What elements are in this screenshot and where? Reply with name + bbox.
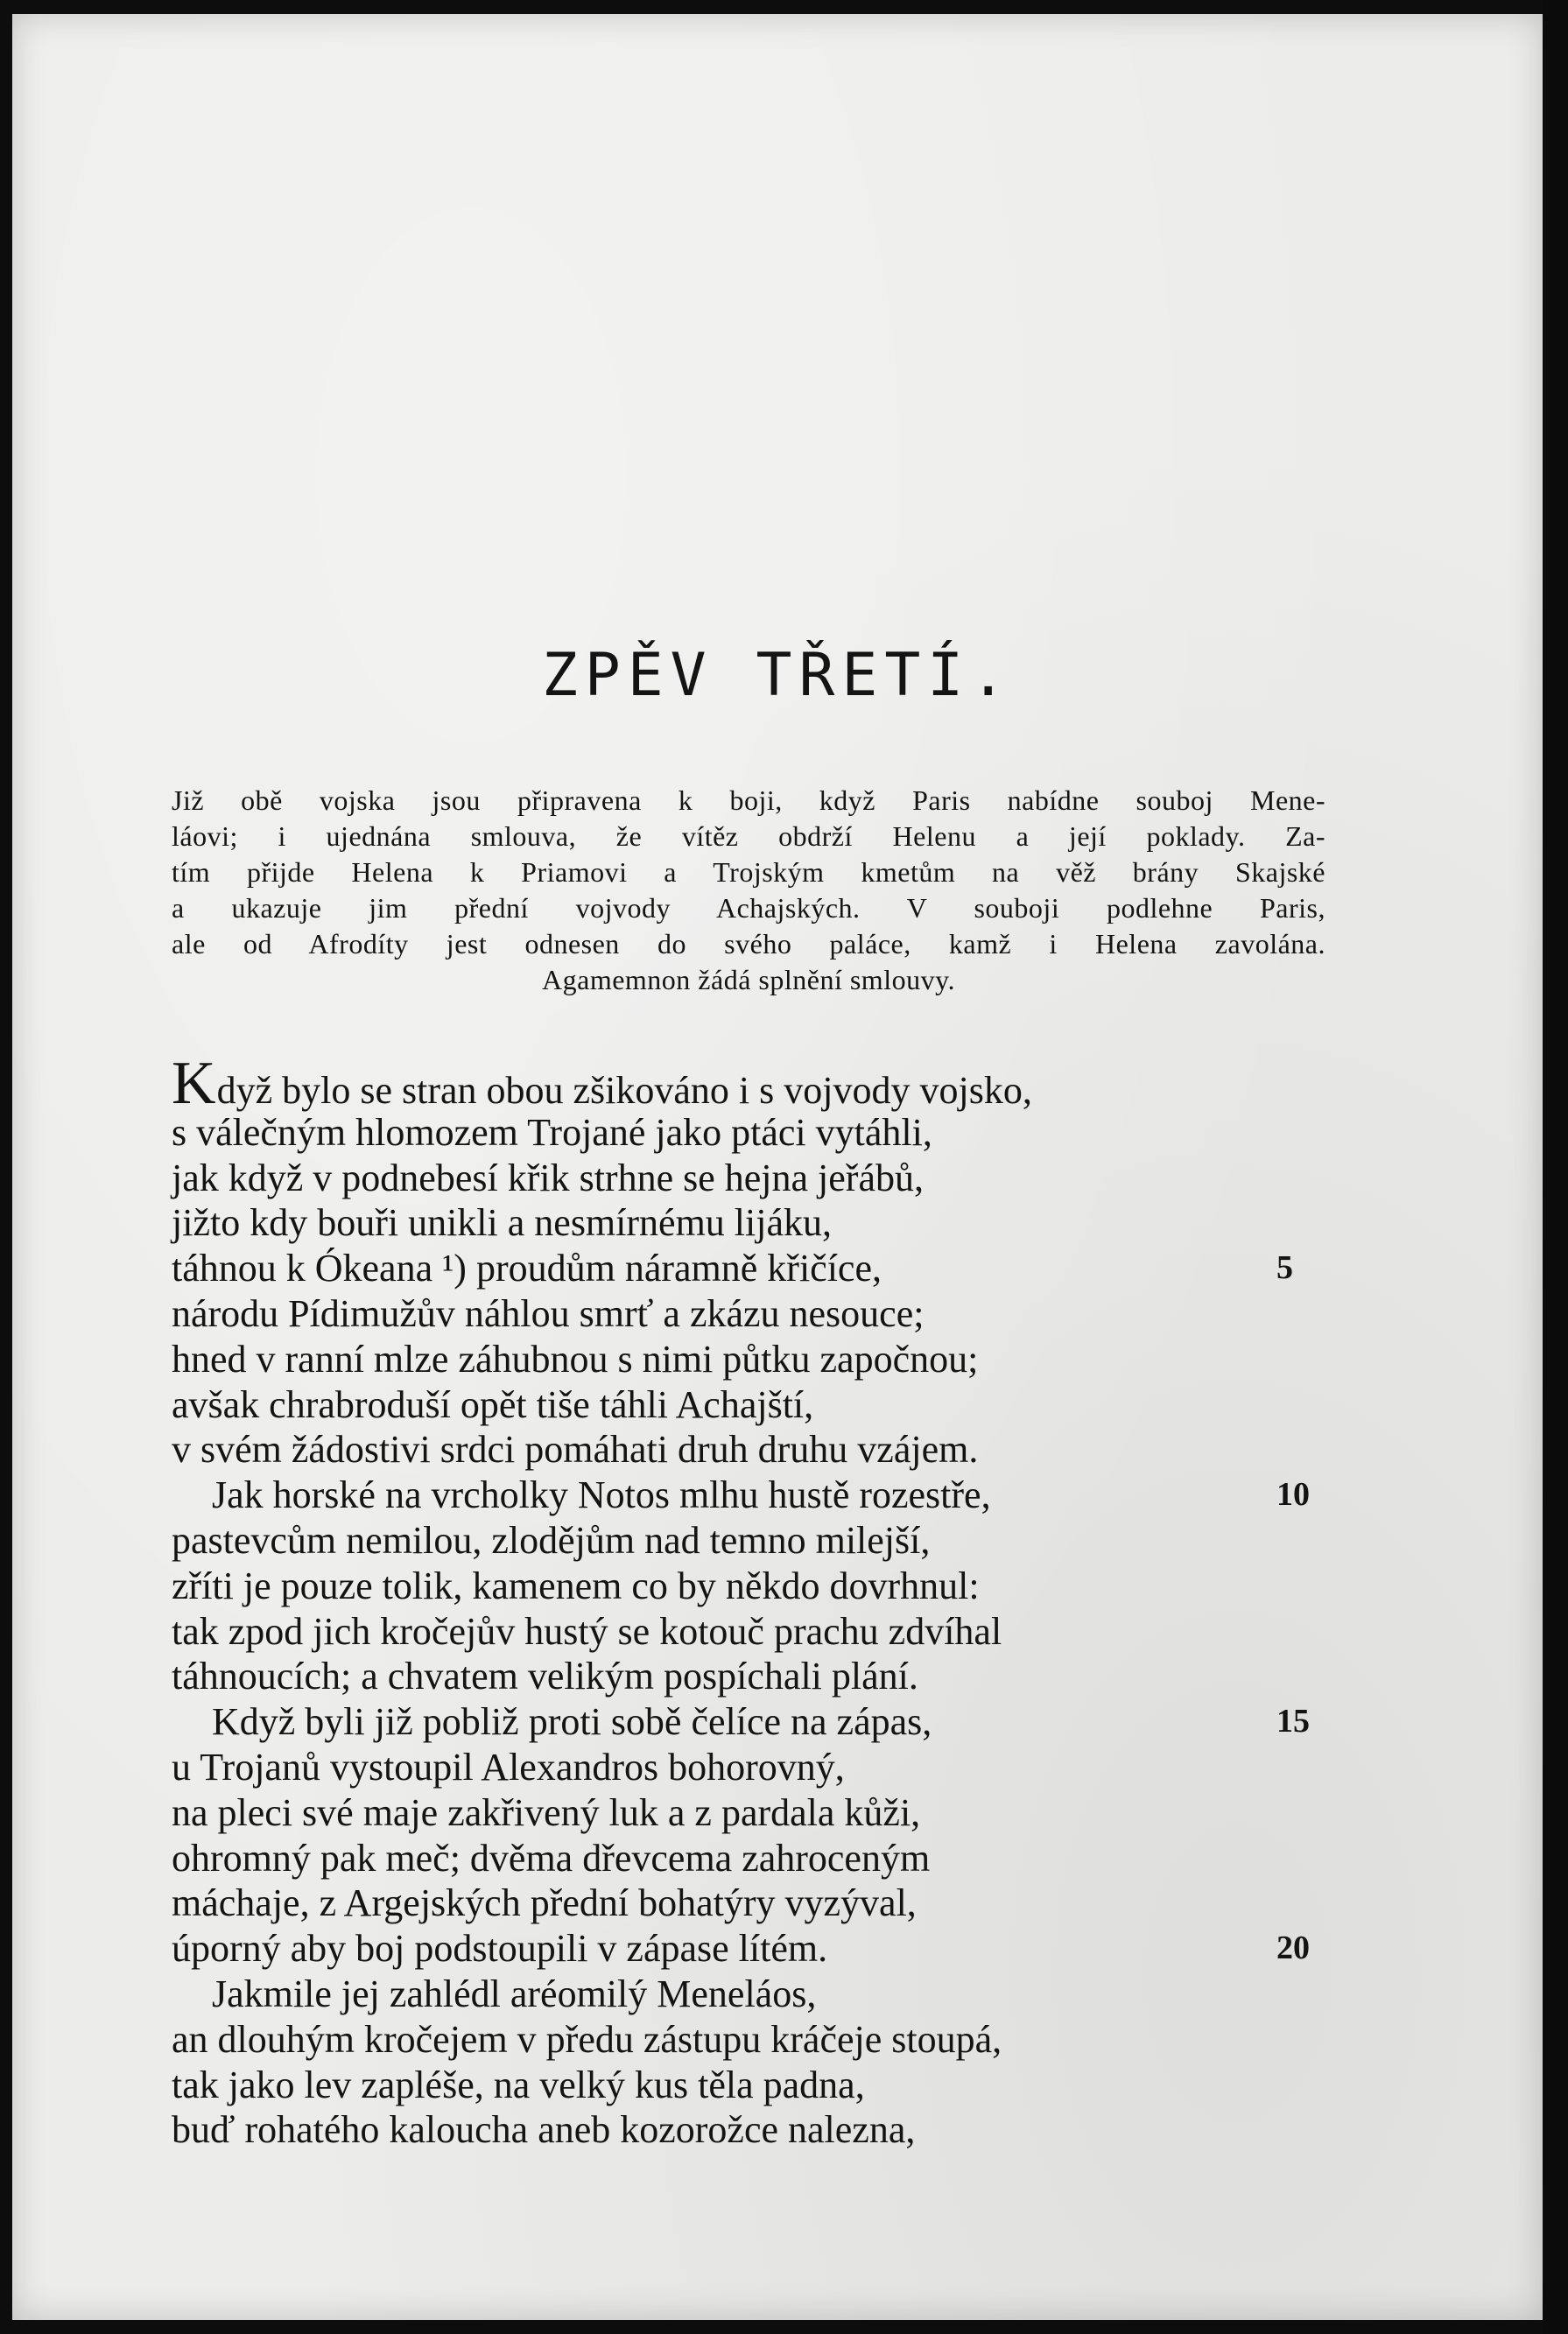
verse-text: ohromný pak meč; dvěma dřevcema zahroceným [172, 1836, 931, 1880]
summary-line: a ukazuje jim přední vojvody Achajských. V souboji podlehne Paris, [172, 892, 1325, 924]
verse-text: buď rohatého kaloucha aneb kozorožce nalezna, [172, 2108, 916, 2152]
verse-line [172, 2017, 1345, 2063]
verse-text: pastevcům nemilou, zlodějům nad temno milejší, [172, 1518, 931, 1562]
verse-text: avšak chrabroduší opět tiše táhli Achajští, [172, 1382, 814, 1426]
verse-number: 5 [1276, 1249, 1293, 1287]
verse-text: tak zpod jich kročejův hustý se kotouč prachu zdvíhal [172, 1609, 1002, 1653]
verse-number: 15 [1276, 1703, 1310, 1740]
verse-text: úporný aby boj podstoupili v zápase lítém. [172, 1927, 828, 1971]
verse-text-rest: dyž bylo se stran obou zšikováno i s vojvody vojsko, [216, 1069, 1032, 1112]
verse-text: Jak horské na vrcholky Notos mlhu hustě rozestře, [212, 1473, 991, 1517]
verse-text: na pleci své maje zakřivený luk a z pardala kůži, [172, 1790, 921, 1834]
verse-text: máchaje, z Argejských přední bohatýry vyzýval, [172, 1881, 917, 1925]
verse-text: jižto kdy bouři unikli a nesmírnému lijáku, [172, 1201, 832, 1245]
verse-line [172, 1836, 1345, 1881]
verse-text: v svém žádostivi srdci pomáhati druh druhu vzájem. [172, 1428, 979, 1472]
scan-edge [1543, 0, 1568, 2334]
verse-text [172, 1050, 1032, 1117]
verse-line [172, 1050, 1345, 1117]
chapter-summary [172, 783, 1325, 998]
verse-number: 10 [1276, 1476, 1310, 1514]
verse-text: an dlouhým kročejem v předu zástupu kráčeje stoupá, [172, 2017, 1002, 2061]
summary-line: tím přijde Helena k Priamovi a Trojským kmetům na věž brány Skajské [172, 856, 1325, 888]
chapter-title: ZPĚV TŘETÍ. [541, 641, 1014, 710]
verse-text: národu Pídimužův náhlou smrť a zkázu nesouce; [172, 1291, 925, 1335]
verse-line [172, 1881, 1345, 1926]
verse-line [172, 1518, 1345, 1564]
verse-line [172, 1427, 1345, 1473]
drop-cap: K [172, 1050, 216, 1117]
verse-line [172, 2107, 1345, 2153]
verse-line [172, 1382, 1345, 1428]
verse-line [172, 1200, 1345, 1246]
summary-line: ale od Afrodíty jest odnesen do svého paláce, kamž i Helena zavolána. [172, 928, 1325, 960]
verse-text: s válečným hlomozem Trojané jako ptáci vytáhli, [172, 1110, 932, 1154]
verse-text: tak jako lev zapléše, na velký kus těla padna, [172, 2063, 865, 2106]
verse-line [172, 1564, 1345, 1609]
verse-line [172, 1699, 1345, 1745]
verse-line [172, 1291, 1345, 1337]
verse-text: jak když v podnebesí křik strhne se hejna jeřábů, [172, 1156, 924, 1199]
verse-text: hned v ranní mlze záhubnou s nimi půtku započnou; [172, 1337, 979, 1381]
verse-text: zříti je pouze tolik, kamenem co by někdo dovrhnul: [172, 1564, 980, 1607]
verse-line [172, 2063, 1345, 2108]
verse-text: táhnoucích; a chvatem velikým pospíchali plání. [172, 1655, 918, 1698]
summary-line: Agamemnon žádá splnění smlouvy. [542, 964, 955, 995]
verse-line [172, 1745, 1345, 1790]
verse-line [172, 1110, 1345, 1156]
verse-line [172, 1790, 1345, 1836]
summary-line: láovi; i ujednána smlouva, že vítěz obdrží Helenu a její poklady. Za- [172, 820, 1325, 852]
verse-line [172, 1654, 1345, 1699]
verse-text: táhnou k Ókeana ¹) proudům náramně křičíce, [172, 1247, 882, 1290]
verse-text: Jakmile jej zahlédl aréomilý Meneláos, [212, 1972, 817, 2015]
summary-line: Již obě vojska jsou připravena k boji, když Paris nabídne souboj Mene- [172, 784, 1325, 816]
verse-line [172, 1337, 1345, 1382]
verse-line [172, 1926, 1345, 1972]
verse-text: u Trojanů vystoupil Alexandros bohorovný, [172, 1745, 845, 1789]
verse-line [172, 1609, 1345, 1655]
verse-line [172, 1972, 1345, 2017]
verse-line [172, 1156, 1345, 1201]
verse-line [172, 1246, 1345, 1291]
book-page [12, 14, 1543, 2320]
verse-number: 20 [1276, 1930, 1310, 1967]
verse-block [172, 1050, 1345, 2153]
verse-text: Když byli již pobliž proti sobě čelíce na zápas, [212, 1700, 932, 1744]
verse-line [172, 1473, 1345, 1518]
